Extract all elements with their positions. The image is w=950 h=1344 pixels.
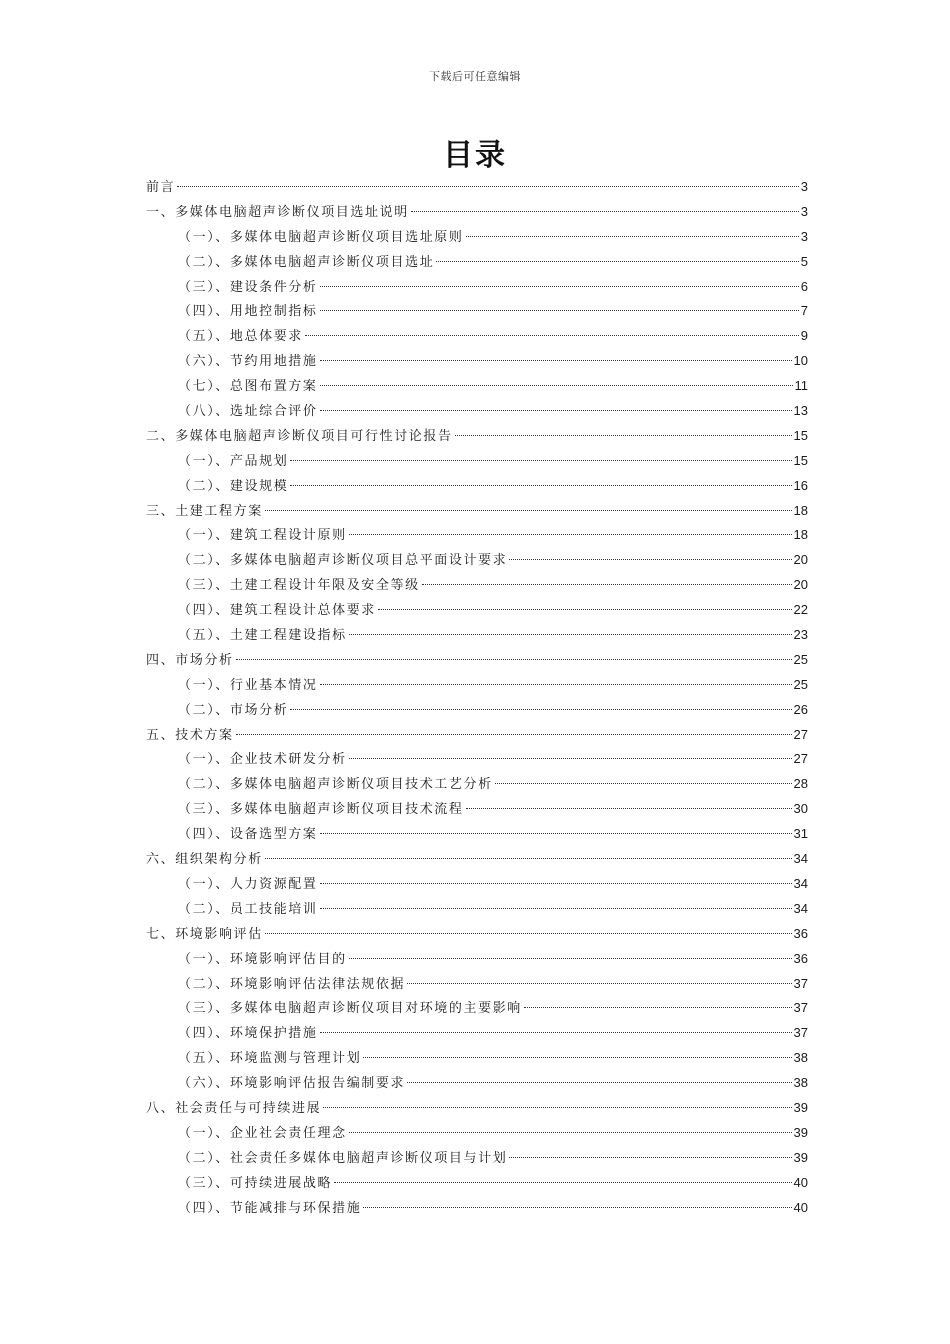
toc-entry-title: （二）、多媒体电脑超声诊断仪项目技术工艺分析 bbox=[178, 777, 493, 793]
toc-dot-leader bbox=[455, 435, 792, 436]
toc-page-number: 37 bbox=[793, 1000, 808, 1016]
toc-entry-title: （四）、节能减排与环保措施 bbox=[178, 1200, 362, 1216]
toc-entry[interactable] bbox=[146, 847, 808, 872]
toc-dot-leader bbox=[236, 659, 792, 660]
toc-dot-leader bbox=[407, 983, 791, 984]
toc-entry-title: （二）、建设规模 bbox=[178, 478, 289, 494]
toc-entry[interactable] bbox=[146, 897, 808, 922]
toc-page-number: 9 bbox=[800, 328, 808, 344]
toc-dot-leader bbox=[422, 584, 792, 585]
toc-dot-leader bbox=[265, 858, 792, 859]
toc-entry[interactable] bbox=[146, 175, 808, 200]
toc-entry-title: （一）、企业技术研发分析 bbox=[178, 752, 347, 768]
toc-entry-title: 三、土建工程方案 bbox=[146, 503, 263, 519]
toc-page-number: 34 bbox=[793, 900, 808, 916]
toc-dot-leader bbox=[320, 1032, 792, 1033]
page-title: 目录 bbox=[443, 138, 507, 173]
toc-page-number: 3 bbox=[800, 203, 808, 219]
toc-entry[interactable] bbox=[146, 996, 808, 1021]
toc-entry-title: （四）、用地控制指标 bbox=[178, 304, 318, 320]
toc-page-number: 25 bbox=[793, 651, 808, 667]
toc-entry-title: 前言 bbox=[146, 180, 176, 195]
toc-dot-leader bbox=[320, 883, 792, 884]
toc-entry[interactable] bbox=[146, 250, 808, 275]
toc-entry[interactable] bbox=[146, 399, 808, 424]
toc-entry[interactable] bbox=[146, 349, 808, 374]
toc-page-number: 36 bbox=[793, 925, 808, 941]
toc-dot-leader bbox=[509, 1157, 791, 1158]
toc-dot-leader bbox=[349, 534, 792, 535]
toc-entry[interactable] bbox=[146, 374, 808, 399]
toc-dot-leader bbox=[290, 460, 791, 461]
toc-entry[interactable] bbox=[146, 947, 808, 972]
toc-dot-leader bbox=[320, 385, 793, 386]
toc-entry[interactable] bbox=[146, 723, 808, 748]
toc-page-number: 40 bbox=[793, 1199, 808, 1215]
toc-entry[interactable] bbox=[146, 1046, 808, 1071]
toc-page-number: 37 bbox=[793, 975, 808, 991]
toc-entry-title: （五）、土建工程建设指标 bbox=[178, 628, 347, 644]
toc-entry-title: （一）、建筑工程设计原则 bbox=[178, 528, 347, 544]
toc-dot-leader bbox=[363, 1207, 791, 1208]
toc-entry[interactable] bbox=[146, 523, 808, 548]
toc-entry-title: 七、环境影响评估 bbox=[146, 926, 263, 942]
header-note: 下载后可任意编辑 bbox=[429, 70, 521, 83]
toc-entry-title: （六）、环境影响评估报告编制要求 bbox=[178, 1076, 406, 1092]
toc-dot-leader bbox=[320, 410, 792, 411]
toc-page-number: 36 bbox=[793, 950, 808, 966]
toc-page-number: 38 bbox=[793, 1050, 808, 1066]
toc-dot-leader bbox=[320, 286, 799, 287]
toc-page-number: 26 bbox=[793, 701, 808, 717]
toc-entry[interactable] bbox=[146, 872, 808, 897]
toc-dot-leader bbox=[466, 808, 792, 809]
toc-dot-leader bbox=[411, 211, 799, 212]
toc-entry-title: （一）、企业社会责任理念 bbox=[178, 1125, 347, 1141]
toc-entry[interactable] bbox=[146, 623, 808, 648]
toc-entry-title: （四）、环境保护措施 bbox=[178, 1026, 318, 1042]
toc-entry[interactable] bbox=[146, 1071, 808, 1096]
toc-entry[interactable] bbox=[146, 299, 808, 324]
toc-dot-leader bbox=[305, 335, 799, 336]
table-of-contents bbox=[146, 175, 808, 1220]
toc-entry[interactable] bbox=[146, 598, 808, 623]
toc-entry[interactable] bbox=[146, 673, 808, 698]
toc-page-number: 27 bbox=[793, 751, 808, 767]
toc-page-number: 28 bbox=[793, 776, 808, 792]
toc-page-number: 13 bbox=[793, 403, 808, 419]
toc-dot-leader bbox=[265, 510, 792, 511]
toc-entry-title: 一、多媒体电脑超声诊断仪项目选址说明 bbox=[146, 204, 409, 220]
toc-dot-leader bbox=[349, 634, 792, 635]
toc-dot-leader bbox=[334, 1182, 791, 1183]
toc-entry[interactable] bbox=[146, 424, 808, 449]
toc-page-number: 38 bbox=[793, 1075, 808, 1091]
toc-entry-title: 二、多媒体电脑超声诊断仪项目可行性讨论报告 bbox=[146, 428, 453, 444]
toc-page-number: 39 bbox=[793, 1149, 808, 1165]
toc-entry[interactable] bbox=[146, 747, 808, 772]
toc-entry-title: （二）、多媒体电脑超声诊断仪项目选址 bbox=[178, 254, 435, 270]
toc-page-number: 15 bbox=[793, 452, 808, 468]
toc-page-number: 39 bbox=[793, 1099, 808, 1115]
toc-entry-title: （六）、节约用地措施 bbox=[178, 354, 318, 370]
toc-page-number: 34 bbox=[793, 851, 808, 867]
toc-entry[interactable] bbox=[146, 772, 808, 797]
toc-entry-title: （二）、市场分析 bbox=[178, 702, 289, 718]
toc-entry[interactable] bbox=[146, 548, 808, 573]
toc-entry-title: 六、组织架构分析 bbox=[146, 852, 263, 868]
toc-dot-leader bbox=[177, 186, 799, 187]
toc-entry[interactable] bbox=[146, 499, 808, 524]
toc-dot-leader bbox=[378, 609, 792, 610]
toc-entry[interactable] bbox=[146, 275, 808, 300]
toc-dot-leader bbox=[320, 833, 792, 834]
toc-entry-title: 四、市场分析 bbox=[146, 652, 234, 668]
toc-page-number: 37 bbox=[793, 1025, 808, 1041]
toc-entry[interactable] bbox=[146, 822, 808, 847]
toc-dot-leader bbox=[407, 1082, 791, 1083]
toc-entry[interactable] bbox=[146, 200, 808, 225]
toc-dot-leader bbox=[320, 684, 792, 685]
toc-entry-title: （五）、环境监测与管理计划 bbox=[178, 1051, 362, 1067]
toc-dot-leader bbox=[349, 758, 792, 759]
toc-page-number: 25 bbox=[793, 676, 808, 692]
toc-entry[interactable] bbox=[146, 1171, 808, 1196]
toc-entry-title: （二）、员工技能培训 bbox=[178, 901, 318, 917]
toc-dot-leader bbox=[290, 485, 791, 486]
toc-dot-leader bbox=[436, 261, 798, 262]
toc-entry[interactable] bbox=[146, 1096, 808, 1121]
toc-dot-leader bbox=[320, 360, 792, 361]
toc-page-number: 11 bbox=[794, 378, 808, 394]
toc-page-number: 22 bbox=[793, 602, 808, 618]
toc-page-number: 16 bbox=[793, 477, 808, 493]
toc-entry-title: （四）、设备选型方案 bbox=[178, 827, 318, 843]
toc-entry[interactable] bbox=[146, 797, 808, 822]
toc-entry-title: （三）、多媒体电脑超声诊断仪项目技术流程 bbox=[178, 802, 464, 818]
toc-dot-leader bbox=[363, 1057, 791, 1058]
toc-page-number: 23 bbox=[793, 627, 808, 643]
toc-entry-title: （三）、土建工程设计年限及安全等级 bbox=[178, 578, 420, 594]
toc-entry-title: 五、技术方案 bbox=[146, 727, 234, 743]
toc-dot-leader bbox=[320, 908, 792, 909]
toc-page-number: 40 bbox=[793, 1174, 808, 1190]
toc-entry[interactable] bbox=[146, 698, 808, 723]
toc-dot-leader bbox=[349, 958, 792, 959]
toc-dot-leader bbox=[524, 1007, 792, 1008]
toc-entry-title: （八）、选址综合评价 bbox=[178, 404, 318, 420]
toc-page-number: 18 bbox=[793, 502, 808, 518]
toc-dot-leader bbox=[466, 236, 799, 237]
toc-entry[interactable] bbox=[146, 648, 808, 673]
toc-page-number: 5 bbox=[800, 253, 808, 269]
toc-entry[interactable] bbox=[146, 1021, 808, 1046]
toc-entry-title: （二）、社会责任多媒体电脑超声诊断仪项目与计划 bbox=[178, 1150, 508, 1166]
toc-page-number: 3 bbox=[800, 179, 808, 194]
toc-entry[interactable] bbox=[146, 922, 808, 947]
toc-entry[interactable] bbox=[146, 1146, 808, 1171]
toc-page-number: 3 bbox=[800, 228, 808, 244]
toc-entry-title: （二）、多媒体电脑超声诊断仪项目总平面设计要求 bbox=[178, 553, 508, 569]
toc-dot-leader bbox=[509, 559, 791, 560]
toc-page-number: 31 bbox=[793, 826, 808, 842]
toc-entry-title: （三）、可持续进展战略 bbox=[178, 1175, 333, 1191]
toc-entry-title: （一）、人力资源配置 bbox=[178, 876, 318, 892]
toc-entry-title: （四）、建筑工程设计总体要求 bbox=[178, 603, 376, 619]
toc-entry-title: （三）、多媒体电脑超声诊断仪项目对环境的主要影响 bbox=[178, 1001, 522, 1017]
toc-dot-leader bbox=[236, 734, 792, 735]
toc-page-number: 6 bbox=[800, 278, 808, 294]
toc-entry[interactable] bbox=[146, 474, 808, 499]
toc-entry-title: 八、社会责任与可持续进展 bbox=[146, 1100, 322, 1116]
toc-dot-leader bbox=[320, 310, 799, 311]
toc-entry-title: （一）、多媒体电脑超声诊断仪项目选址原则 bbox=[178, 229, 464, 245]
toc-page-number: 7 bbox=[800, 303, 808, 319]
toc-page-number: 10 bbox=[793, 353, 808, 369]
toc-entry-title: （二）、环境影响评估法律法规依据 bbox=[178, 976, 406, 992]
toc-entry[interactable] bbox=[146, 225, 808, 250]
toc-page-number: 15 bbox=[793, 427, 808, 443]
toc-dot-leader bbox=[290, 709, 791, 710]
toc-entry[interactable] bbox=[146, 1196, 808, 1221]
toc-dot-leader bbox=[495, 783, 792, 784]
toc-entry-title: （一）、环境影响评估目的 bbox=[178, 951, 347, 967]
toc-page-number: 20 bbox=[793, 552, 808, 568]
toc-entry[interactable] bbox=[146, 1121, 808, 1146]
toc-entry[interactable] bbox=[146, 449, 808, 474]
toc-dot-leader bbox=[265, 933, 792, 934]
toc-entry[interactable] bbox=[146, 573, 808, 598]
toc-dot-leader bbox=[323, 1107, 791, 1108]
toc-entry-title: （七）、总图布置方案 bbox=[178, 379, 318, 395]
toc-dot-leader bbox=[349, 1132, 792, 1133]
toc-entry[interactable] bbox=[146, 324, 808, 349]
toc-page-number: 18 bbox=[793, 527, 808, 543]
toc-page-number: 39 bbox=[793, 1124, 808, 1140]
toc-page-number: 27 bbox=[793, 726, 808, 742]
toc-page-number: 30 bbox=[793, 801, 808, 817]
toc-entry-title: （五）、地总体要求 bbox=[178, 329, 303, 345]
toc-entry[interactable] bbox=[146, 972, 808, 997]
toc-page-number: 34 bbox=[793, 875, 808, 891]
toc-entry-title: （一）、行业基本情况 bbox=[178, 677, 318, 693]
toc-page-number: 20 bbox=[793, 577, 808, 593]
toc-entry-title: （三）、建设条件分析 bbox=[178, 279, 318, 295]
toc-entry-title: （一）、产品规划 bbox=[178, 453, 289, 469]
